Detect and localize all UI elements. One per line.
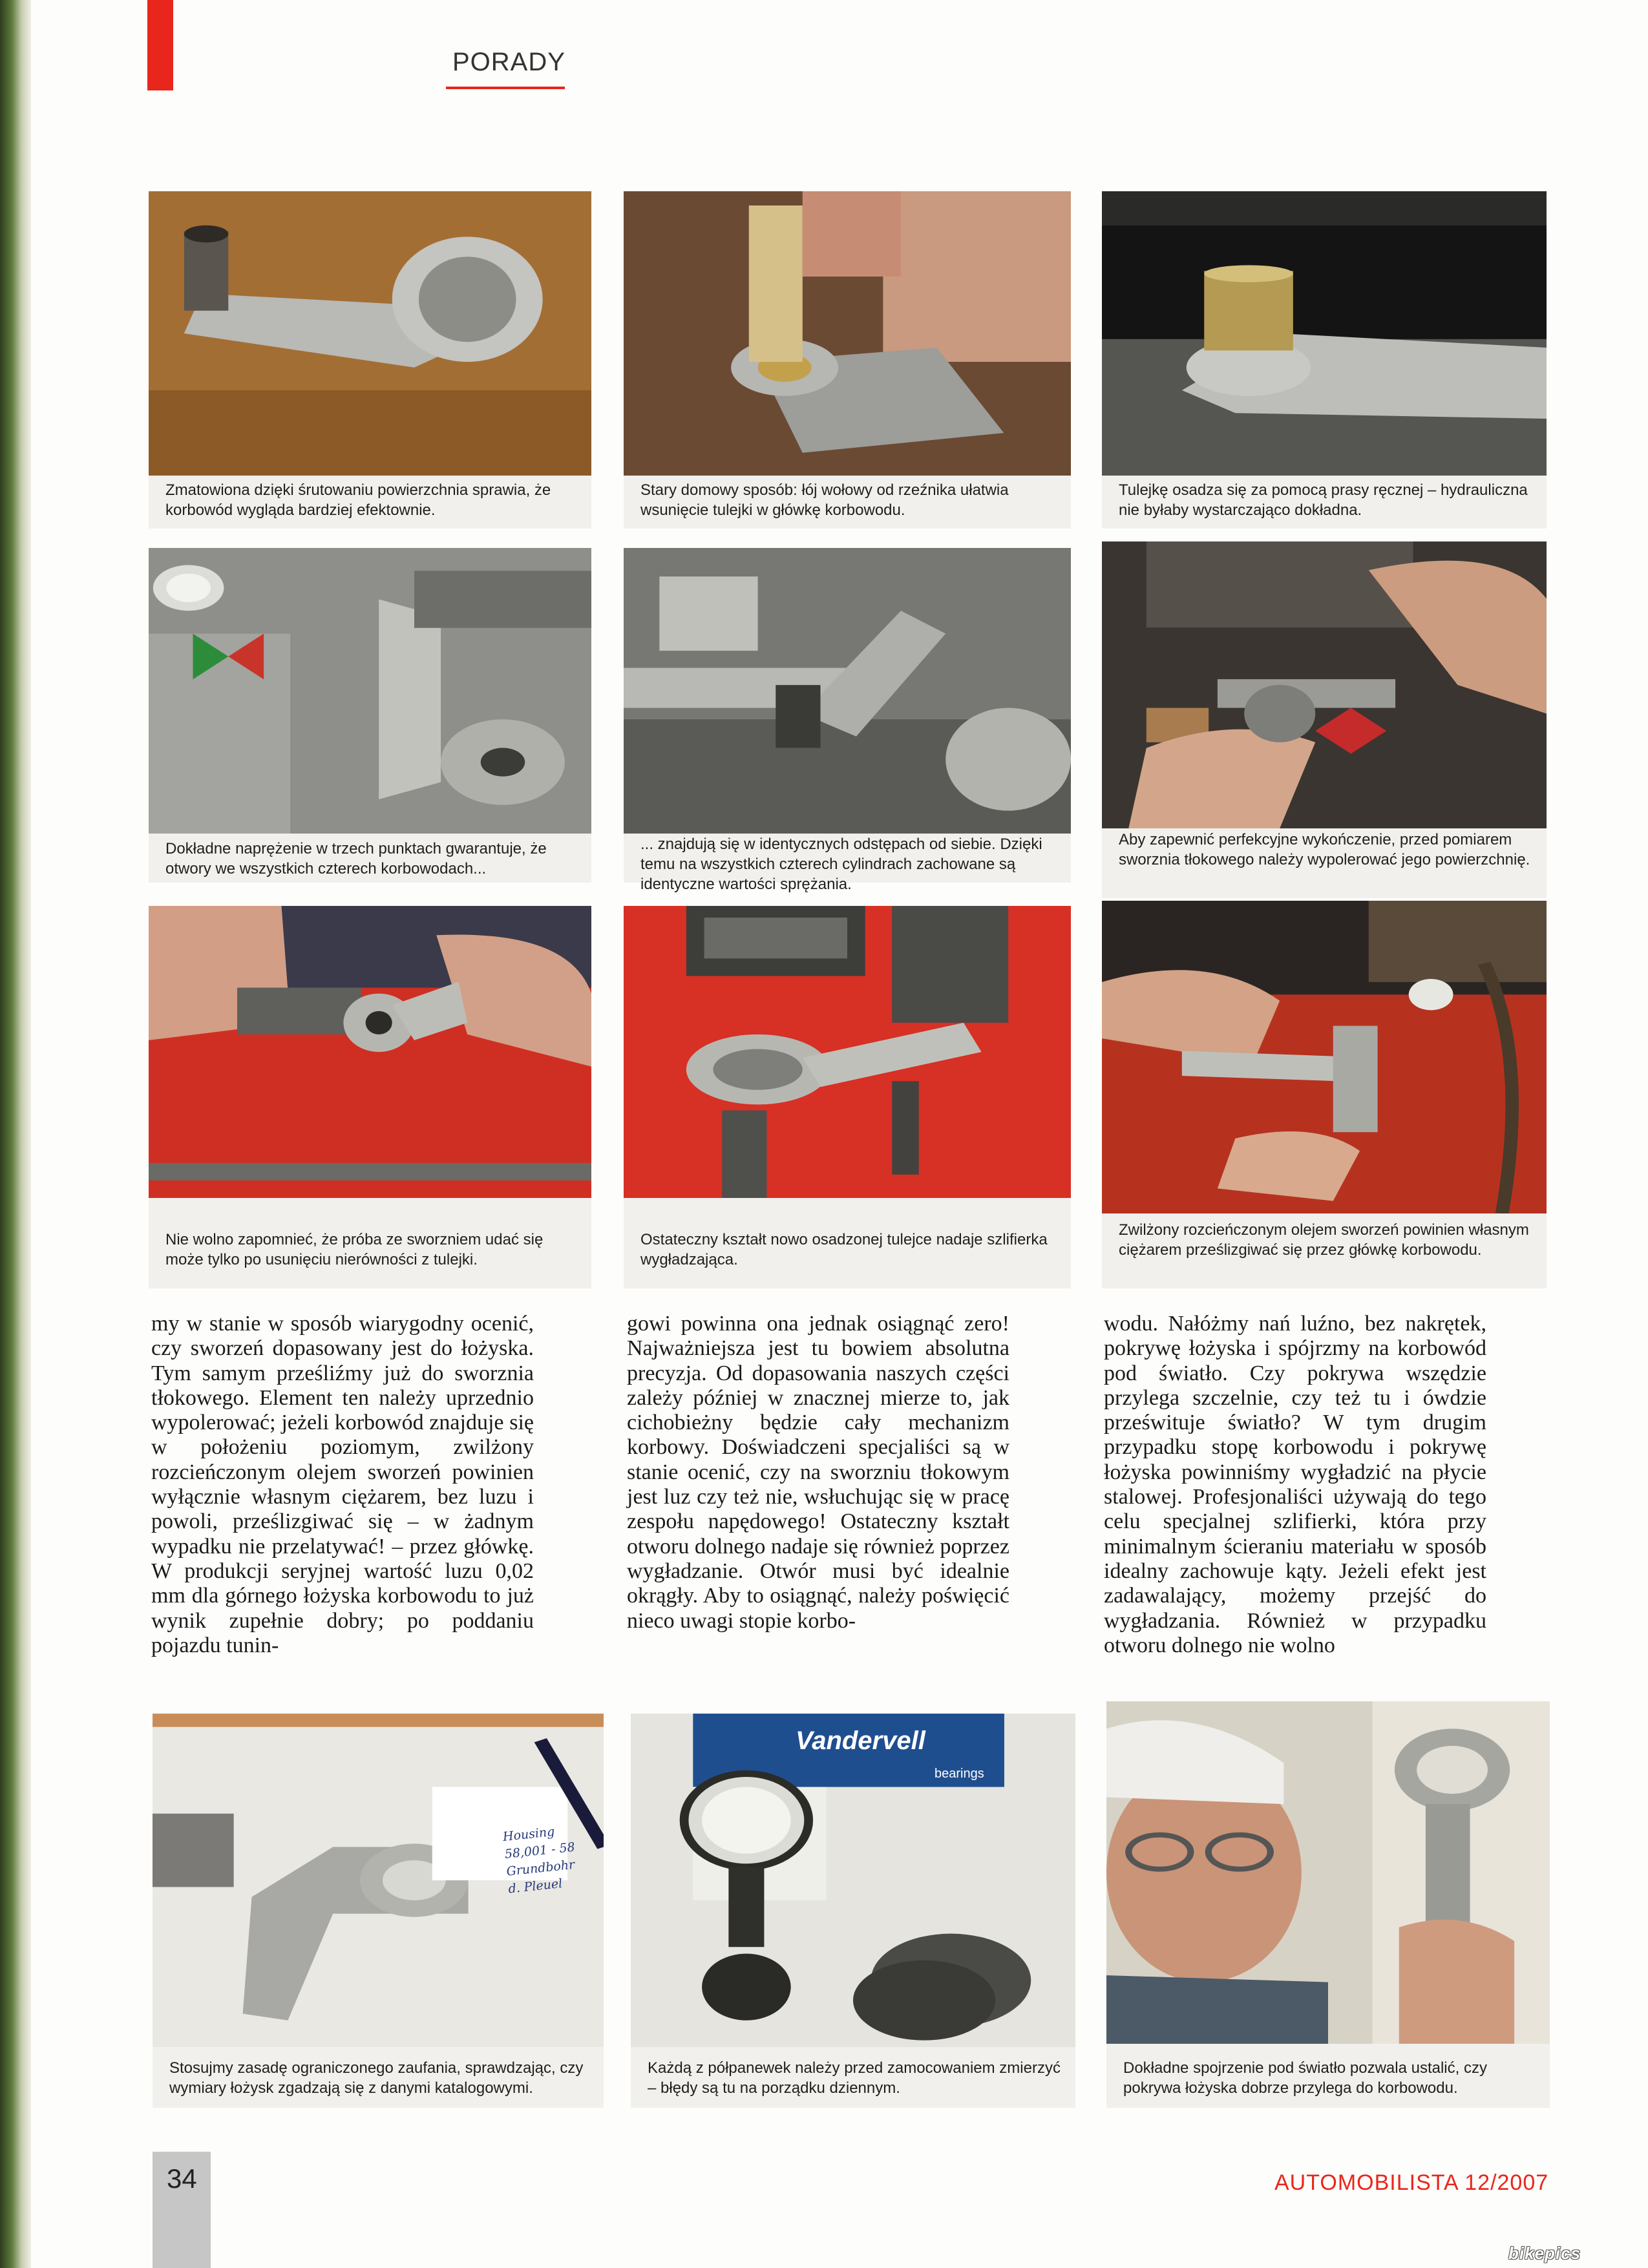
section-label: PORADY bbox=[452, 48, 565, 76]
photo-panel-3 bbox=[1102, 191, 1547, 529]
photo-panel-2 bbox=[624, 191, 1071, 529]
magazine-issue-label: AUTOMOBILISTA 12/2007 bbox=[1274, 2170, 1549, 2195]
photo-6 bbox=[1102, 541, 1547, 828]
watermark: bikepics bbox=[1508, 2243, 1581, 2263]
photo-4 bbox=[149, 548, 591, 834]
magazine-binding bbox=[0, 0, 31, 2268]
photo-caption-10: Stosujmy zasadę ograniczonego zaufania, sprawdzając, czy wymiary łożysk zgadzają się z danymi katalogowymi. bbox=[169, 2059, 584, 2097]
photo-caption-1: Zmatowiona dzięki śrutowaniu powierzchnia sprawia, że korbowód wygląda bardziej efektownie. bbox=[165, 481, 551, 519]
photo-caption-3: Tulejkę osadza się za pomocą prasy ręcznej – hydrauliczna nie byłaby wystarczająco dokładna. bbox=[1119, 481, 1528, 519]
photo-caption-6: Aby zapewnić perfekcyjne wykończenie, przed pomiarem sworznia tłokowego należy wypolerować jego powierzchnię. bbox=[1119, 831, 1530, 868]
section-underline bbox=[446, 87, 565, 89]
section-color-tab bbox=[147, 0, 173, 90]
article-paragraph: my w stanie w sposób wiarygodny ocenić, czy sworzeń dopasowany jest do łożyska. Tym samym prześliźmy już do sworznia tłokowego. Element ten należy uprzednio wypolerować; jeżeli korbowód znajduje się w położeniu poziomym, zwilżony rozcieńczonym olejem sworzeń powinien wyłącznie własnym ciężarem, bez luzu i powoli, prześlizgiwać się – w żadnym wypadku nie przelatywać! – przez główkę. W produkcji seryjnej wartość luzu 0,02 mm dla górnego łożyska korbowodu to już wynik zupełnie dobry; po poddaniu pojazdu tunin- bbox=[151, 1312, 534, 1657]
photo-panel-5 bbox=[624, 548, 1071, 893]
photo-10 bbox=[153, 1714, 604, 2047]
photo-panel-12 bbox=[1106, 1701, 1550, 2108]
photo-panel-4 bbox=[149, 548, 591, 883]
photo-5 bbox=[624, 548, 1071, 834]
photo-caption-5: ... znajdują się w identycznych odstępach od siebie. Dzięki temu na wszystkich czterech cylindrach zachowane są identyczne wartości sprężania. bbox=[640, 835, 1042, 893]
bearing-box-subtext: bearings bbox=[935, 1767, 984, 1781]
photo-3 bbox=[1102, 191, 1547, 476]
photo-1 bbox=[149, 191, 591, 476]
photo-panel-10 bbox=[153, 1714, 604, 2108]
photo-caption-7: Nie wolno zapomnieć, że próba ze sworzniem udać się może tylko po usunięciu nierówności z tulejki. bbox=[165, 1231, 544, 1268]
photo-7 bbox=[149, 906, 591, 1198]
photo-panel-1 bbox=[149, 191, 591, 529]
photo-caption-8: Ostateczny kształt nowo osadzonej tulejce nadaje szlifierka wygładzająca. bbox=[640, 1231, 1048, 1268]
photo-caption-12: Dokładne spojrzenie pod światło pozwala ustalić, czy pokrywa łożyska dobrze przylega do korbowodu. bbox=[1123, 2059, 1487, 2097]
article-paragraph: wodu. Nałóżmy nań luźno, bez nakrętek, pokrywę łożyska i spójrzmy na korbowód pod światło. Czy pokrywa wszędzie przylega szczelnie, czy też tu i ówdzie prześwituje światło? W tym drugim przypadku stopę korbowodu i pokrywę łożyska powinniśmy wygładzić na płycie stalowej. Profesjonaliści używają do tego celu specjalnej szlifierki, która przy minimalnym ścieraniu materiału w sposób idealny zachowuje kąty. Jeżeli efekt jest zadawalający, możemy przejść do wygładzania. Również w przypadku otworu dolnego nie wolno bbox=[1104, 1312, 1486, 1657]
bearing-box-label: Vandervell bbox=[796, 1727, 925, 1755]
photo-caption-4: Dokładne naprężenie w trzech punktach gwarantuje, że otwory we wszystkich czterech korbowodach... bbox=[165, 840, 547, 877]
photo-9 bbox=[1102, 901, 1547, 1213]
photo-caption-2: Stary domowy sposób: łój wołowy od rzeźnika ułatwia wsunięcie tulejki w główkę korbowodu. bbox=[640, 481, 1009, 519]
page-number: 34 bbox=[167, 2163, 197, 2194]
photo-panel-8 bbox=[624, 906, 1071, 1288]
photo-11 bbox=[631, 1714, 1075, 2047]
photo-panel-6 bbox=[1102, 541, 1547, 898]
article-column-1 bbox=[151, 1312, 534, 1658]
article-column-2 bbox=[627, 1312, 1009, 1633]
article-column-3 bbox=[1104, 1312, 1486, 1658]
photo-caption-11: Każdą z półpanewek należy przed zamocowaniem zmierzyć – błędy są tu na porządku dziennym. bbox=[648, 2059, 1061, 2097]
photo-12 bbox=[1106, 1701, 1550, 2044]
handwritten-note: Housing 58,001 - 58 Grundbohr d. Pleuel bbox=[502, 1824, 576, 1896]
photo-panel-11 bbox=[631, 1714, 1075, 2108]
photo-caption-9: Zwilżony rozcieńczonym olejem sworzeń powinien własnym ciężarem prześlizgiwać się przez główkę korbowodu. bbox=[1119, 1221, 1529, 1259]
article-paragraph: gowi powinna ona jednak osiągnąć zero! Najważniejsza jest tu bowiem absolutna precyzja. Od dopasowania naszych części zależy później w znacznej mierze to, jak cichobieżny będzie cały mechanizm korbowy. Doświadczeni specjaliści są w stanie ocenić, czy na sworzniu tłokowym jest luz czy też nie, wsłuchując się w pracę zespołu napędowego! Ostateczny kształt otworu dolnego nadaje się również poprzez wygładzanie. Otwór musi być idealnie okrągły. Aby to osiągnąć, należy poświęcić nieco uwagi stopie korbo- bbox=[627, 1312, 1009, 1633]
photo-2 bbox=[624, 191, 1071, 476]
photo-8 bbox=[624, 906, 1071, 1198]
photo-panel-7 bbox=[149, 906, 591, 1288]
photo-panel-9 bbox=[1102, 901, 1547, 1288]
